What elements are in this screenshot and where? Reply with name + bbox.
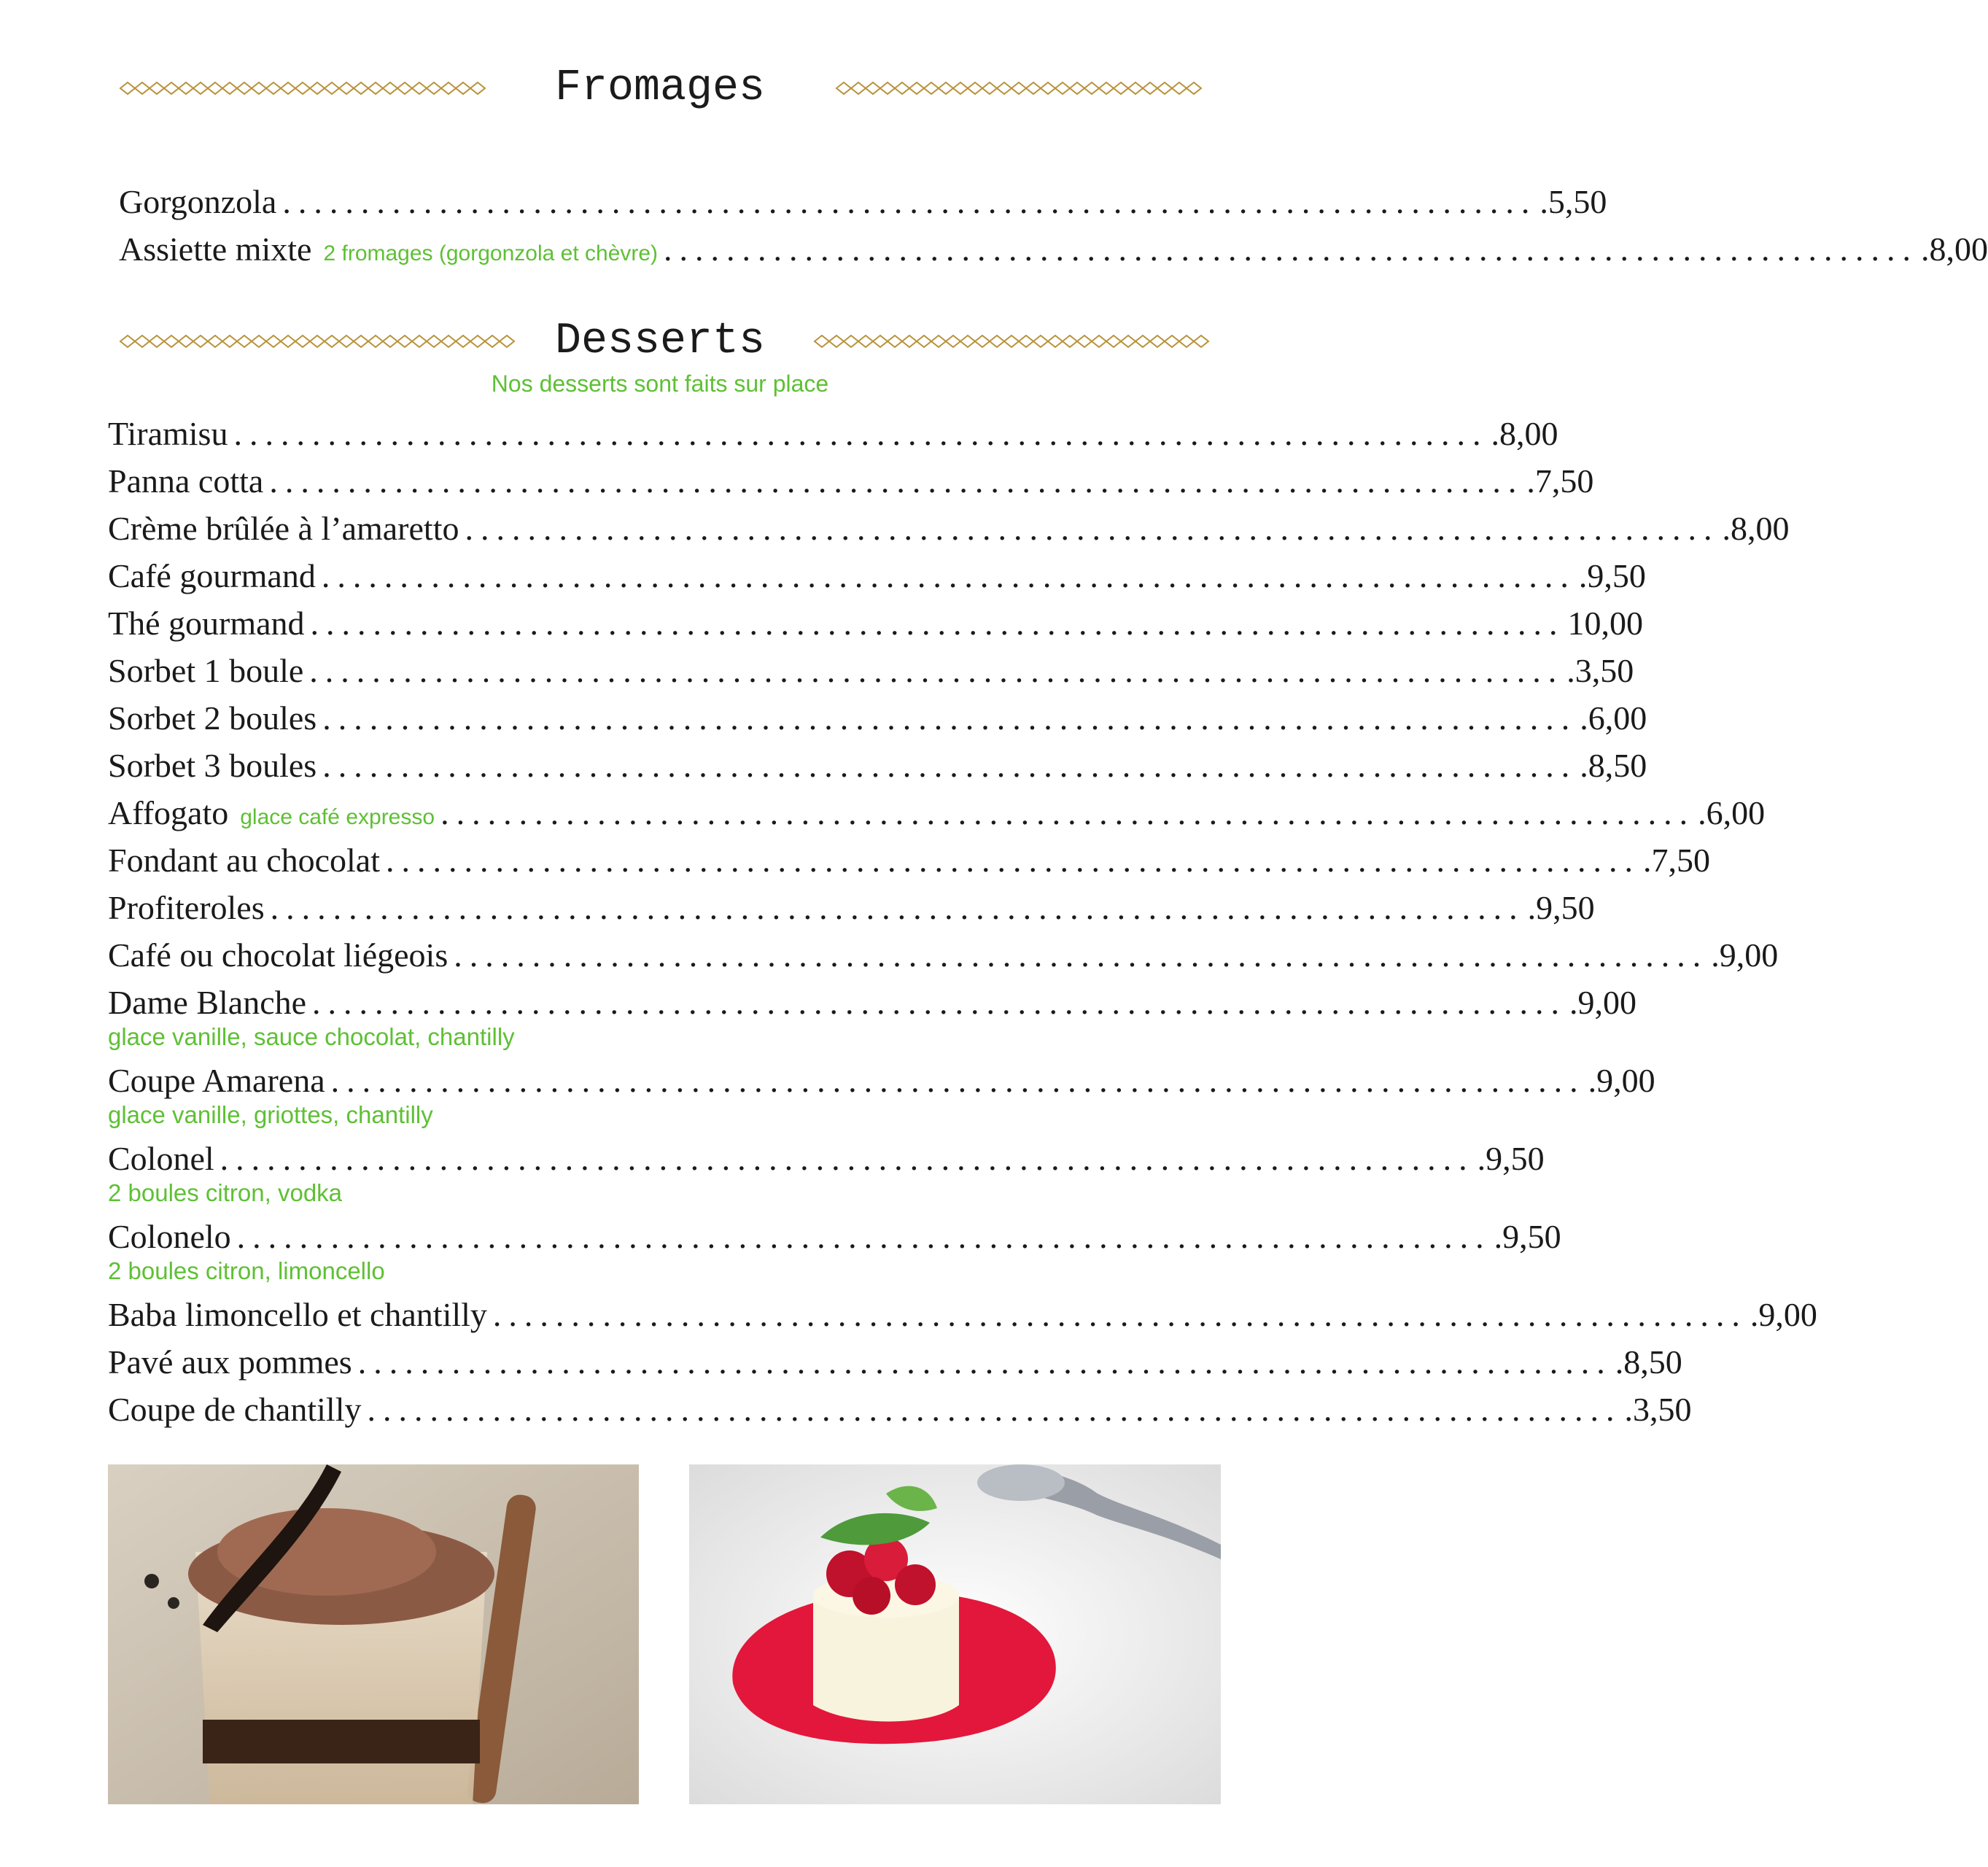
menu-item <box>108 981 1637 1025</box>
item-name: Assiette mixte <box>119 230 312 268</box>
item-price: .8,50 <box>1580 747 1647 784</box>
dot-leader: ................................................................................ <box>310 605 1565 642</box>
menu-item <box>108 1215 1561 1259</box>
menu-item <box>108 886 1595 930</box>
item-price: .3,50 <box>1624 1391 1692 1428</box>
menu-item <box>108 412 1558 456</box>
item-price: .8,00 <box>1921 230 1988 268</box>
right-ornament <box>813 333 1214 349</box>
item-price: .9,50 <box>1477 1140 1545 1177</box>
item-description: 2 boules citron, limoncello <box>108 1257 385 1284</box>
menu-item <box>108 1340 1682 1384</box>
right-ornament <box>835 80 1214 96</box>
item-price: .8,00 <box>1491 415 1558 452</box>
item-name: Gorgonzola <box>119 183 277 220</box>
item-price: .5,50 <box>1539 183 1607 220</box>
menu-item <box>108 1388 1692 1432</box>
item-price: .9,50 <box>1494 1218 1561 1255</box>
desserts-header <box>0 316 1320 367</box>
item-description: glace vanille, sauce chocolat, chantilly <box>108 1023 515 1050</box>
item-name: Profiteroles <box>108 889 265 926</box>
item-price: .9,00 <box>1711 936 1779 974</box>
panna-cotta-photo <box>689 1464 1221 1804</box>
item-name: Colonel <box>108 1140 214 1177</box>
dot-leader: ................................................................................ <box>269 462 1524 500</box>
item-price: .9,00 <box>1569 984 1637 1021</box>
dot-leader: ................................................................................ <box>386 842 1641 879</box>
section-title-desserts: Desserts <box>554 317 766 366</box>
item-price: .9,50 <box>1578 557 1646 594</box>
dot-leader: ................................................................................ <box>454 936 1709 974</box>
item-name: Panna cotta <box>108 462 264 500</box>
menu-item <box>108 1059 1655 1103</box>
dot-leader: ................................................................................ <box>321 557 1576 594</box>
item-name: Coupe Amarena <box>108 1062 325 1099</box>
dot-leader: ................................................................................ <box>492 1296 1747 1333</box>
item-note: 2 fromages (gorgonzola et chèvre) <box>323 241 659 265</box>
tiramisu-photo <box>108 1464 639 1804</box>
menu-item <box>108 839 1711 882</box>
menu-item <box>108 1293 1817 1337</box>
item-price: .9,50 <box>1527 889 1595 926</box>
item-name: Baba limoncello et chantilly <box>108 1296 487 1333</box>
menu-item <box>108 602 1644 645</box>
dot-leader: ................................................................................ <box>236 1218 1491 1255</box>
item-price: .7,50 <box>1643 842 1711 879</box>
item-name: Thé gourmand <box>108 605 305 642</box>
item-price: .3,50 <box>1566 652 1634 689</box>
menu-item <box>108 1137 1545 1181</box>
item-name: Café gourmand <box>108 557 316 594</box>
item-name: Fondant au chocolat <box>108 842 381 879</box>
dot-leader: ................................................................................ <box>367 1391 1622 1428</box>
menu-item <box>108 791 1766 839</box>
item-name: Coupe de chantilly <box>108 1391 362 1428</box>
dot-leader: ................................................................................ <box>233 415 1488 452</box>
item-price: .8,00 <box>1722 510 1790 547</box>
menu-item <box>108 744 1647 788</box>
menu-item <box>108 507 1790 551</box>
dot-leader: ................................................................................ <box>465 510 1720 547</box>
item-price: .7,50 <box>1526 462 1594 500</box>
item-name: Pavé aux pommes <box>108 1343 352 1381</box>
item-name: Sorbet 3 boules <box>108 747 317 784</box>
dot-leader: ................................................................................ <box>664 230 1919 268</box>
menu-item <box>119 228 1988 276</box>
dot-leader: ................................................................................ <box>322 747 1577 784</box>
item-price: 10,00 <box>1567 605 1644 642</box>
section-title-fromages: Fromages <box>554 63 766 113</box>
item-description: glace vanille, griottes, chantilly <box>108 1101 433 1128</box>
dot-leader: ................................................................................ <box>357 1343 1612 1381</box>
dot-leader: ................................................................................ <box>220 1140 1475 1177</box>
dot-leader: ................................................................................ <box>270 889 1525 926</box>
item-name: Sorbet 2 boules <box>108 699 317 737</box>
item-name: Tiramisu <box>108 415 228 452</box>
item-price: .6,00 <box>1580 699 1647 737</box>
menu-item <box>108 554 1646 598</box>
item-name: Crème brûlée à l’amaretto <box>108 510 459 547</box>
item-price: .9,00 <box>1750 1296 1817 1333</box>
item-name: Café ou chocolat liégeois <box>108 936 449 974</box>
fromages-header <box>0 63 1320 114</box>
item-price: .6,00 <box>1698 794 1766 831</box>
desserts-subtitle: Nos desserts sont faits sur place <box>491 370 829 397</box>
menu-item <box>108 934 1779 977</box>
item-price: .8,50 <box>1615 1343 1682 1381</box>
item-description: 2 boules citron, vodka <box>108 1179 343 1206</box>
dot-leader: ................................................................................ <box>309 652 1564 689</box>
dot-leader: ................................................................................ <box>330 1062 1585 1099</box>
dot-leader: ................................................................................ <box>440 794 1696 831</box>
menu-item <box>119 180 1607 224</box>
item-note: glace café expresso <box>240 805 435 829</box>
menu-item <box>108 459 1594 503</box>
menu-item <box>108 696 1647 740</box>
item-name: Colonelo <box>108 1218 231 1255</box>
dot-leader: ................................................................................ <box>322 699 1577 737</box>
dot-leader: ................................................................................ <box>282 183 1537 220</box>
item-price: .9,00 <box>1588 1062 1655 1099</box>
item-name: Affogato <box>108 794 229 831</box>
item-name: Dame Blanche <box>108 984 307 1021</box>
item-name: Sorbet 1 boule <box>108 652 304 689</box>
menu-item <box>108 649 1634 693</box>
dot-leader: ................................................................................ <box>312 984 1567 1021</box>
